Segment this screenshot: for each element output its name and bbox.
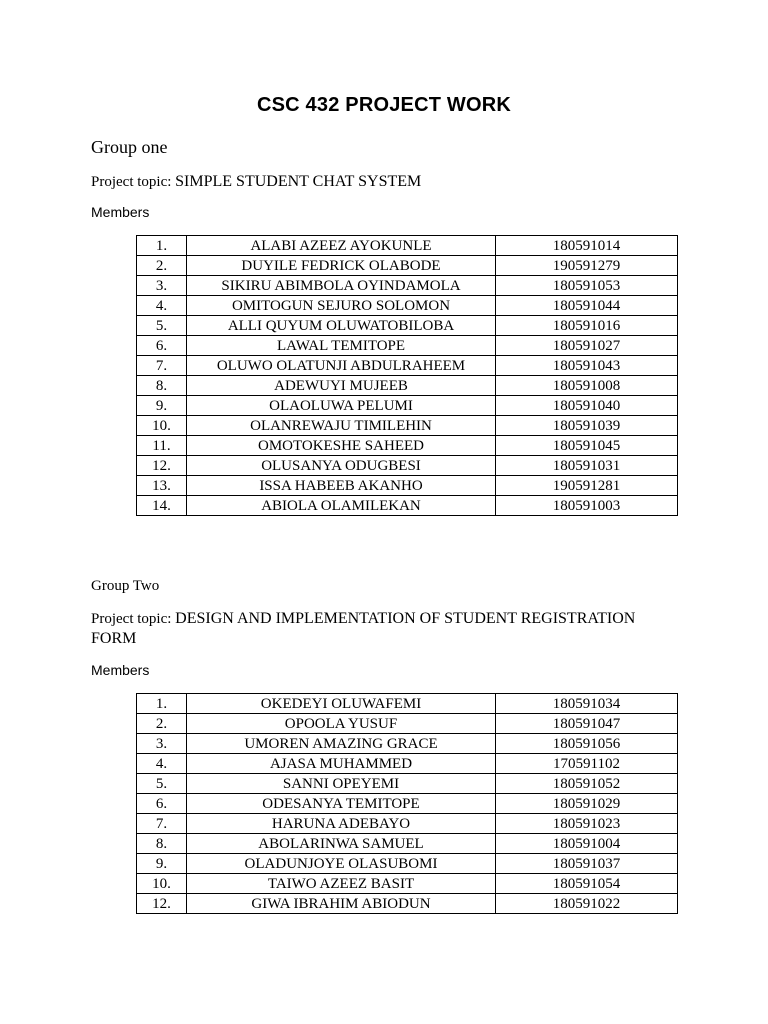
table-row [137, 874, 678, 894]
member-id: 170591102 [496, 754, 678, 774]
member-number: 6. [137, 794, 187, 814]
member-id: 180591023 [496, 814, 678, 834]
member-number: 12. [137, 456, 187, 476]
group-one-topic [91, 172, 421, 192]
member-name: OLADUNJOYE OLASUBOMI [187, 854, 496, 874]
table-row [137, 774, 678, 794]
member-id: 180591040 [496, 396, 678, 416]
table-row [137, 456, 678, 476]
table-row [137, 794, 678, 814]
table-row [137, 854, 678, 874]
member-name: OLANREWAJU TIMILEHIN [187, 416, 496, 436]
member-id: 180591022 [496, 894, 678, 914]
table-row [137, 356, 678, 376]
member-number: 4. [137, 296, 187, 316]
member-number: 1. [137, 694, 187, 714]
member-number: 1. [137, 236, 187, 256]
member-id: 180591034 [496, 694, 678, 714]
member-name: TAIWO AZEEZ BASIT [187, 874, 496, 894]
member-number: 3. [137, 276, 187, 296]
table-row [137, 714, 678, 734]
group-two-members-table [136, 693, 678, 914]
table-row [137, 754, 678, 774]
table-row [137, 694, 678, 714]
table-row [137, 236, 678, 256]
member-number: 4. [137, 754, 187, 774]
topic-value: SIMPLE STUDENT CHAT SYSTEM [175, 173, 422, 190]
member-number: 14. [137, 496, 187, 516]
member-id: 180591008 [496, 376, 678, 396]
table-row [137, 416, 678, 436]
table-row [137, 376, 678, 396]
member-number: 7. [137, 814, 187, 834]
member-name: OLAOLUWA PELUMI [187, 396, 496, 416]
group-one-members-table [136, 235, 678, 516]
member-id: 180591045 [496, 436, 678, 456]
member-id: 180591052 [496, 774, 678, 794]
member-number: 10. [137, 416, 187, 436]
member-number: 5. [137, 774, 187, 794]
member-id: 190591279 [496, 256, 678, 276]
member-number: 6. [137, 336, 187, 356]
member-name: OMOTOKESHE SAHEED [187, 436, 496, 456]
member-id: 180591037 [496, 854, 678, 874]
member-name: GIWA IBRAHIM ABIODUN [187, 894, 496, 914]
table-row [137, 276, 678, 296]
member-name: ALLI QUYUM OLUWATOBILOBA [187, 316, 496, 336]
member-number: 2. [137, 714, 187, 734]
member-number: 8. [137, 834, 187, 854]
member-name: OKEDEYI OLUWAFEMI [187, 694, 496, 714]
member-id: 180591016 [496, 316, 678, 336]
member-number: 13. [137, 476, 187, 496]
member-number: 5. [137, 316, 187, 336]
table-row [137, 734, 678, 754]
member-id: 190591281 [496, 476, 678, 496]
member-number: 11. [137, 436, 187, 456]
table-row [137, 296, 678, 316]
member-id: 180591044 [496, 296, 678, 316]
group-two-topic [91, 609, 635, 649]
member-name: DUYILE FEDRICK OLABODE [187, 256, 496, 276]
member-name: ABOLARINWA SAMUEL [187, 834, 496, 854]
member-name: ALABI AZEEZ AYOKUNLE [187, 236, 496, 256]
member-id: 180591056 [496, 734, 678, 754]
table-row [137, 316, 678, 336]
group-one-heading: Group one [91, 137, 168, 157]
member-id: 180591014 [496, 236, 678, 256]
table-row [137, 834, 678, 854]
member-id: 180591053 [496, 276, 678, 296]
member-number: 7. [137, 356, 187, 376]
member-name: ADEWUYI MUJEEB [187, 376, 496, 396]
member-name: HARUNA ADEBAYO [187, 814, 496, 834]
member-name: SIKIRU ABIMBOLA OYINDAMOLA [187, 276, 496, 296]
member-name: ABIOLA OLAMILEKAN [187, 496, 496, 516]
member-name: SANNI OPEYEMI [187, 774, 496, 794]
group-two-heading: Group Two [91, 578, 160, 594]
member-number: 9. [137, 854, 187, 874]
topic-value-line1: DESIGN AND IMPLEMENTATION OF STUDENT REGISTRATION [175, 610, 636, 627]
member-number: 2. [137, 256, 187, 276]
member-name: OLUSANYA ODUGBESI [187, 456, 496, 476]
member-id: 180591054 [496, 874, 678, 894]
member-id: 180591043 [496, 356, 678, 376]
member-name: OPOOLA YUSUF [187, 714, 496, 734]
table-row [137, 814, 678, 834]
member-number: 9. [137, 396, 187, 416]
table-row [137, 396, 678, 416]
table-row [137, 256, 678, 276]
topic-label: Project topic: [91, 611, 172, 627]
page-title: CSC 432 PROJECT WORK [256, 94, 512, 116]
member-id: 180591047 [496, 714, 678, 734]
member-name: OLUWO OLATUNJI ABDULRAHEEM [187, 356, 496, 376]
member-id: 180591031 [496, 456, 678, 476]
member-name: LAWAL TEMITOPE [187, 336, 496, 356]
member-name: UMOREN AMAZING GRACE [187, 734, 496, 754]
topic-value-line2: FORM [91, 630, 137, 647]
member-name: AJASA MUHAMMED [187, 754, 496, 774]
member-id: 180591027 [496, 336, 678, 356]
member-id: 180591003 [496, 496, 678, 516]
table-row [137, 476, 678, 496]
member-id: 180591029 [496, 794, 678, 814]
member-number: 3. [137, 734, 187, 754]
table-row [137, 336, 678, 356]
group-two-members-label: Members [91, 662, 150, 678]
member-name: ODESANYA TEMITOPE [187, 794, 496, 814]
member-number: 8. [137, 376, 187, 396]
member-id: 180591039 [496, 416, 678, 436]
member-name: ISSA HABEEB AKANHO [187, 476, 496, 496]
topic-label: Project topic: [91, 174, 172, 190]
table-row [137, 496, 678, 516]
table-row [137, 436, 678, 456]
member-id: 180591004 [496, 834, 678, 854]
member-name: OMITOGUN SEJURO SOLOMON [187, 296, 496, 316]
member-number: 10. [137, 874, 187, 894]
group-one-members-label: Members [91, 204, 150, 220]
member-number: 12. [137, 894, 187, 914]
table-row [137, 894, 678, 914]
